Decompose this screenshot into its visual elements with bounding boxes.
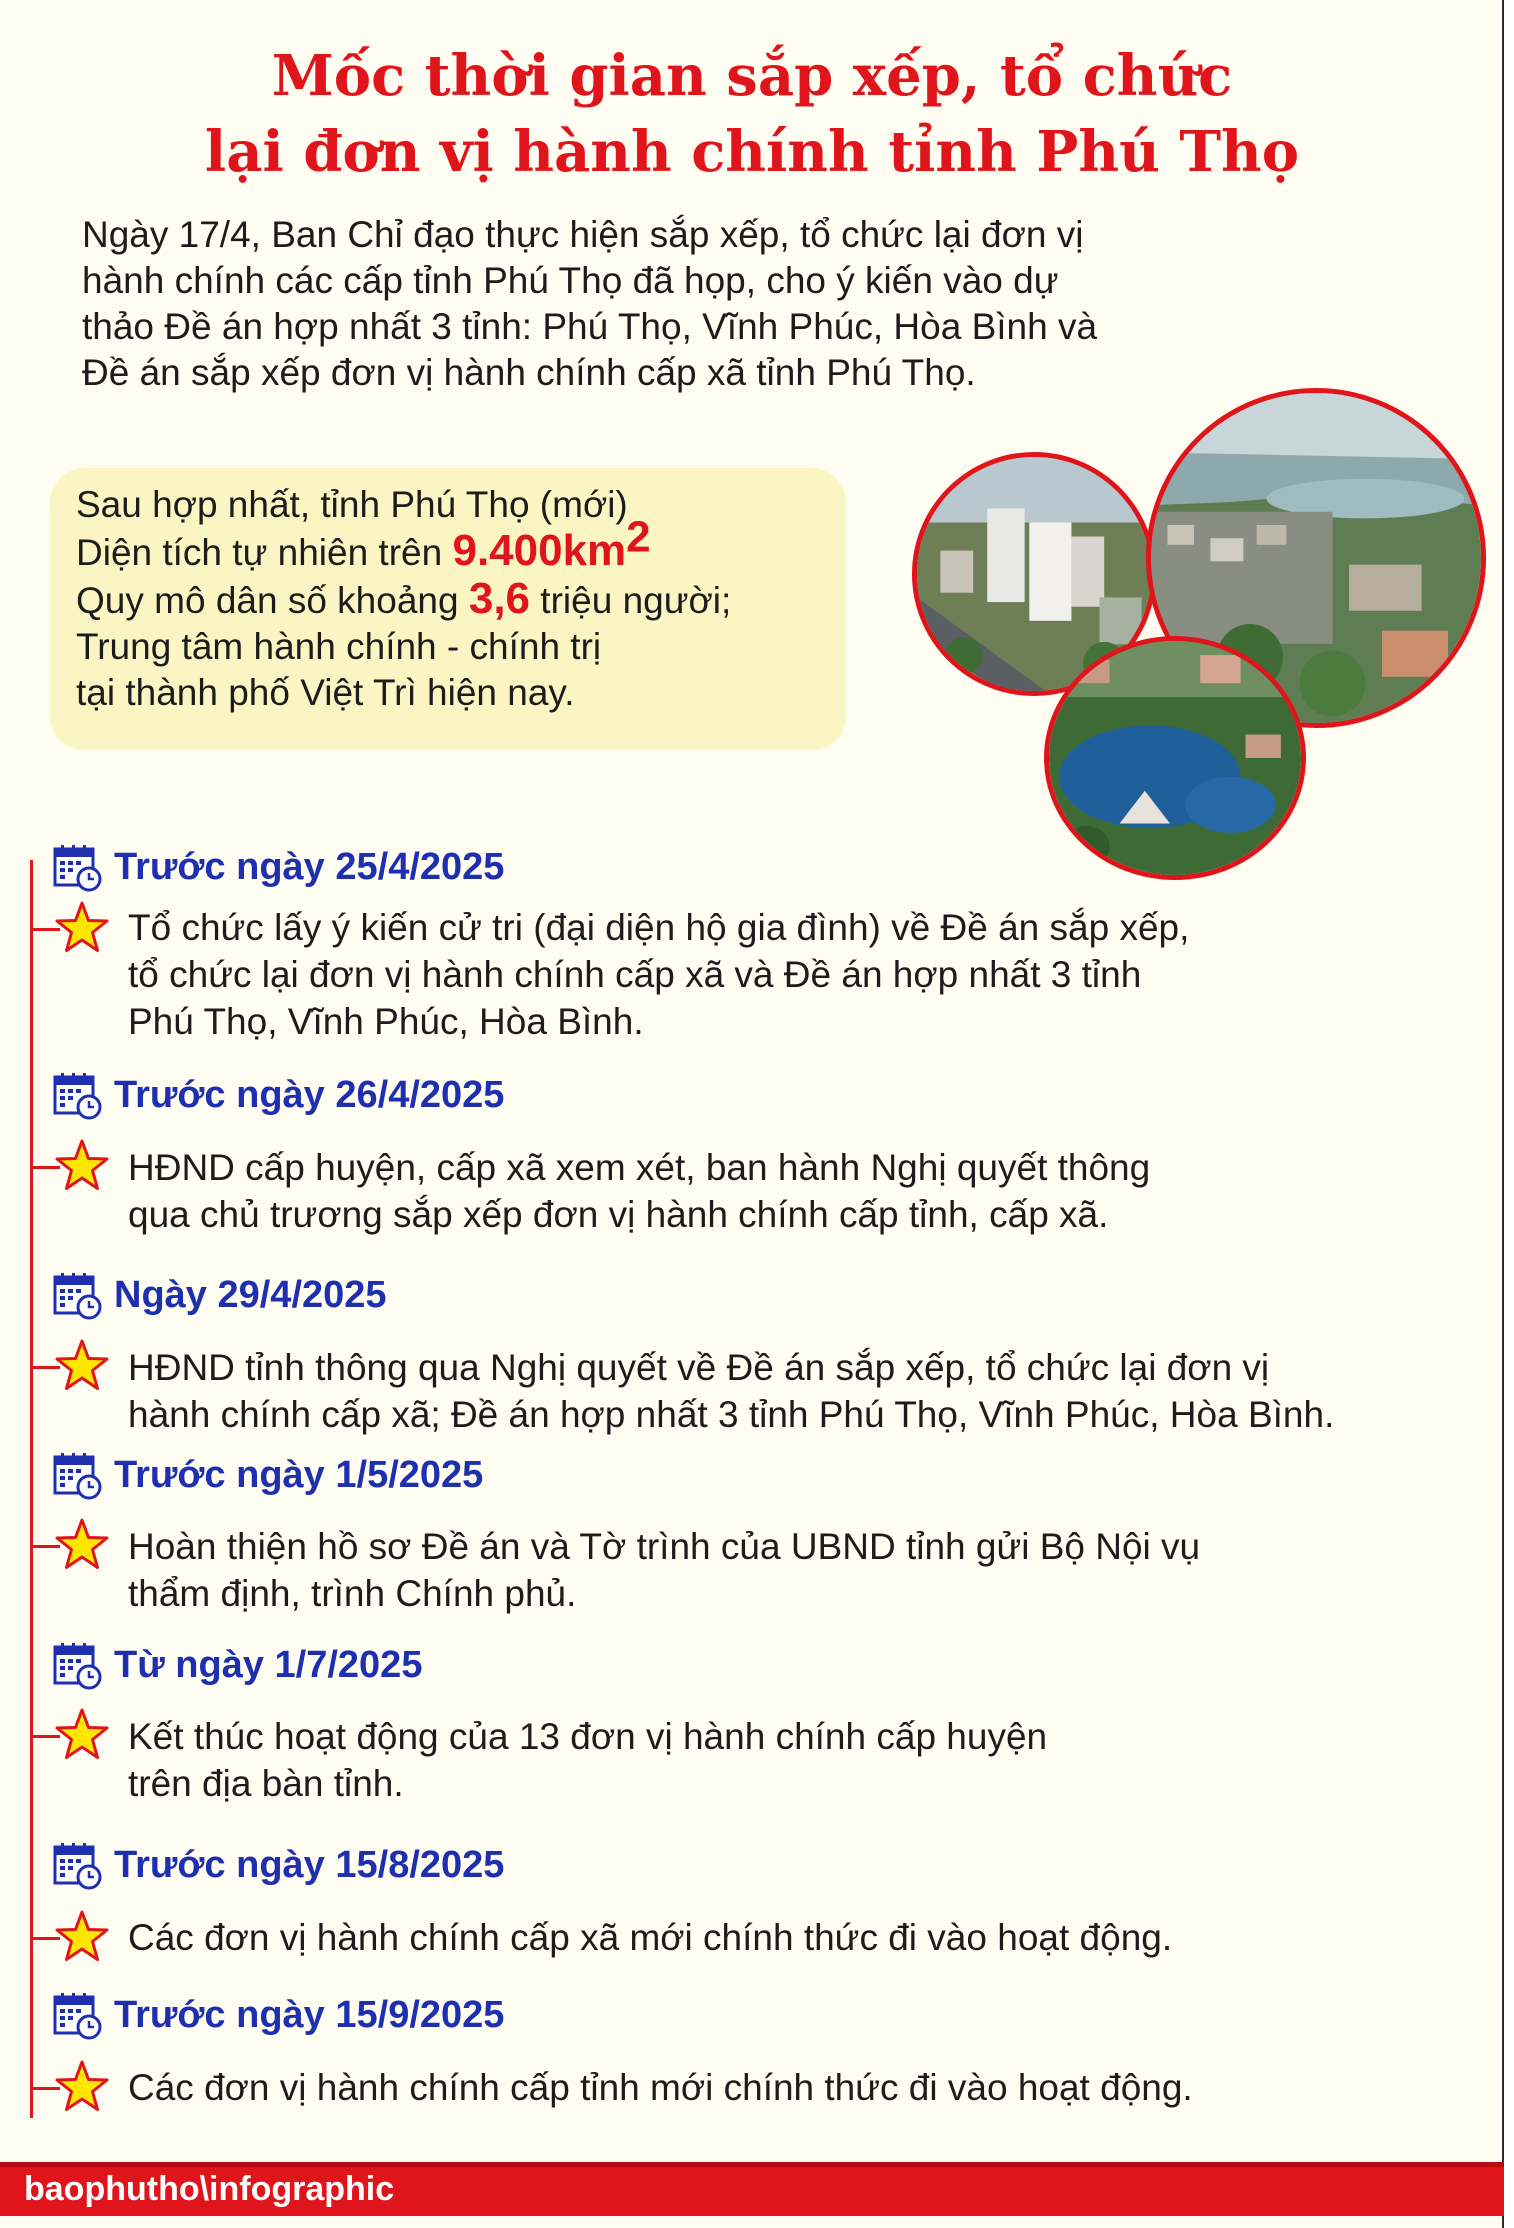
lake-park-photo [1044, 636, 1306, 880]
timeline-date-4 [52, 1450, 483, 1500]
timeline-description-4 [128, 1523, 1508, 1617]
star-icon [54, 1707, 110, 1763]
timeline-description-2 [128, 1144, 1508, 1238]
title-line-2: lại đơn vị hành chính tỉnh Phú Thọ [204, 119, 1300, 185]
star-icon [54, 1138, 110, 1194]
timeline-description-1 [128, 904, 1508, 1045]
timeline-description-7 [128, 2064, 1508, 2111]
timeline-date-label: Trước ngày 1/5/2025 [114, 1453, 484, 1496]
calendar-clock-icon [52, 1450, 102, 1500]
star-icon [54, 1517, 110, 1573]
timeline-description-line: Các đơn vị hành chính cấp xã mới chính thức đi vào hoạt động. [128, 1917, 1173, 1958]
population-value: 3,6 [468, 574, 531, 623]
timeline-date-5 [52, 1640, 422, 1690]
calendar-clock-icon [52, 1990, 102, 2040]
timeline-description-line: thẩm định, trình Chính phủ. [128, 1573, 577, 1614]
timeline-line [30, 860, 33, 2118]
timeline-description-line: Tổ chức lấy ý kiến cử tri (đại diện hộ gia đình) về Đề án sắp xếp, [128, 907, 1190, 948]
timeline-description-line: Hoàn thiện hồ sơ Đề án và Tờ trình của UBND tỉnh gửi Bộ Nội vụ [128, 1526, 1201, 1567]
intro-paragraph [82, 212, 1262, 396]
timeline-date-7 [52, 1990, 504, 2040]
timeline-description-line: Kết thúc hoạt động của 13 đơn vị hành chính cấp huyện [128, 1716, 1048, 1757]
star-icon [54, 2059, 110, 2115]
star-icon [54, 1909, 110, 1965]
calendar-clock-icon [52, 1270, 102, 1320]
calendar-clock-icon [52, 1640, 102, 1690]
timeline-description-line: hành chính cấp xã; Đề án hợp nhất 3 tỉnh Phú Thọ, Vĩnh Phúc, Hòa Bình. [128, 1394, 1335, 1435]
intro-line: Đề án sắp xếp đơn vị hành chính cấp xã tỉnh Phú Thọ. [82, 352, 976, 393]
timeline-description-line: HĐND tỉnh thông qua Nghị quyết về Đề án sắp xếp, tổ chức lại đơn vị [128, 1347, 1270, 1388]
timeline-description-line: HĐND cấp huyện, cấp xã xem xét, ban hành Nghị quyết thông [128, 1147, 1151, 1188]
calendar-clock-icon [52, 1840, 102, 1890]
timeline-description-line: qua chủ trương sắp xếp đơn vị hành chính cấp tỉnh, cấp xã. [128, 1194, 1109, 1235]
page-title [0, 38, 1504, 190]
star-icon [54, 1338, 110, 1394]
area-value: 9.400km [452, 526, 627, 575]
area-unit-superscript: 2 [626, 512, 651, 562]
population-unit: triệu người; [530, 580, 732, 621]
calendar-clock-icon [52, 1070, 102, 1120]
timeline-description-6 [128, 1914, 1508, 1961]
summary-center-location: tại thành phố Việt Trì hiện nay. [76, 672, 575, 713]
population-label: Quy mô dân số khoảng [76, 580, 469, 621]
area-label: Diện tích tự nhiên trên [76, 532, 453, 573]
timeline-description-5 [128, 1713, 1508, 1807]
timeline-date-label: Trước ngày 26/4/2025 [114, 1073, 505, 1116]
timeline-date-6 [52, 1840, 504, 1890]
footer-credit: baophutho\infographic [24, 2170, 395, 2208]
timeline-date-1 [52, 842, 504, 892]
intro-line: thảo Đề án hợp nhất 3 tỉnh: Phú Thọ, Vĩnh Phúc, Hòa Bình và [82, 306, 1098, 347]
timeline-description-line: tổ chức lại đơn vị hành chính cấp xã và Đề án hợp nhất 3 tỉnh [128, 954, 1142, 995]
calendar-clock-icon [52, 842, 102, 892]
timeline-date-label: Trước ngày 15/9/2025 [114, 1993, 505, 2036]
timeline-description-line: trên địa bàn tỉnh. [128, 1763, 404, 1804]
star-icon [54, 900, 110, 956]
timeline-description-line: Các đơn vị hành chính cấp tỉnh mới chính thức đi vào hoạt động. [128, 2067, 1193, 2108]
summary-center: Trung tâm hành chính - chính trị [76, 626, 602, 667]
timeline-date-label: Từ ngày 1/7/2025 [114, 1643, 423, 1686]
summary-population [76, 576, 846, 624]
title-line-1: Mốc thời gian sắp xếp, tổ chức [271, 43, 1233, 109]
timeline-description-3 [128, 1344, 1508, 1438]
intro-line: hành chính các cấp tỉnh Phú Thọ đã họp, cho ý kiến vào dự [82, 260, 1059, 301]
summary-box [50, 468, 846, 750]
timeline-description-line: Phú Thọ, Vĩnh Phúc, Hòa Bình. [128, 1001, 644, 1042]
timeline-date-2 [52, 1070, 504, 1120]
timeline-date-label: Trước ngày 25/4/2025 [114, 845, 505, 888]
summary-area [76, 512, 846, 576]
timeline-date-label: Ngày 29/4/2025 [114, 1273, 387, 1316]
timeline-date-3 [52, 1270, 387, 1320]
intro-line: Ngày 17/4, Ban Chỉ đạo thực hiện sắp xếp, tổ chức lại đơn vị [82, 214, 1084, 255]
summary-heading: Sau hợp nhất, tỉnh Phú Thọ (mới) [76, 484, 628, 525]
timeline-date-label: Trước ngày 15/8/2025 [114, 1843, 505, 1886]
